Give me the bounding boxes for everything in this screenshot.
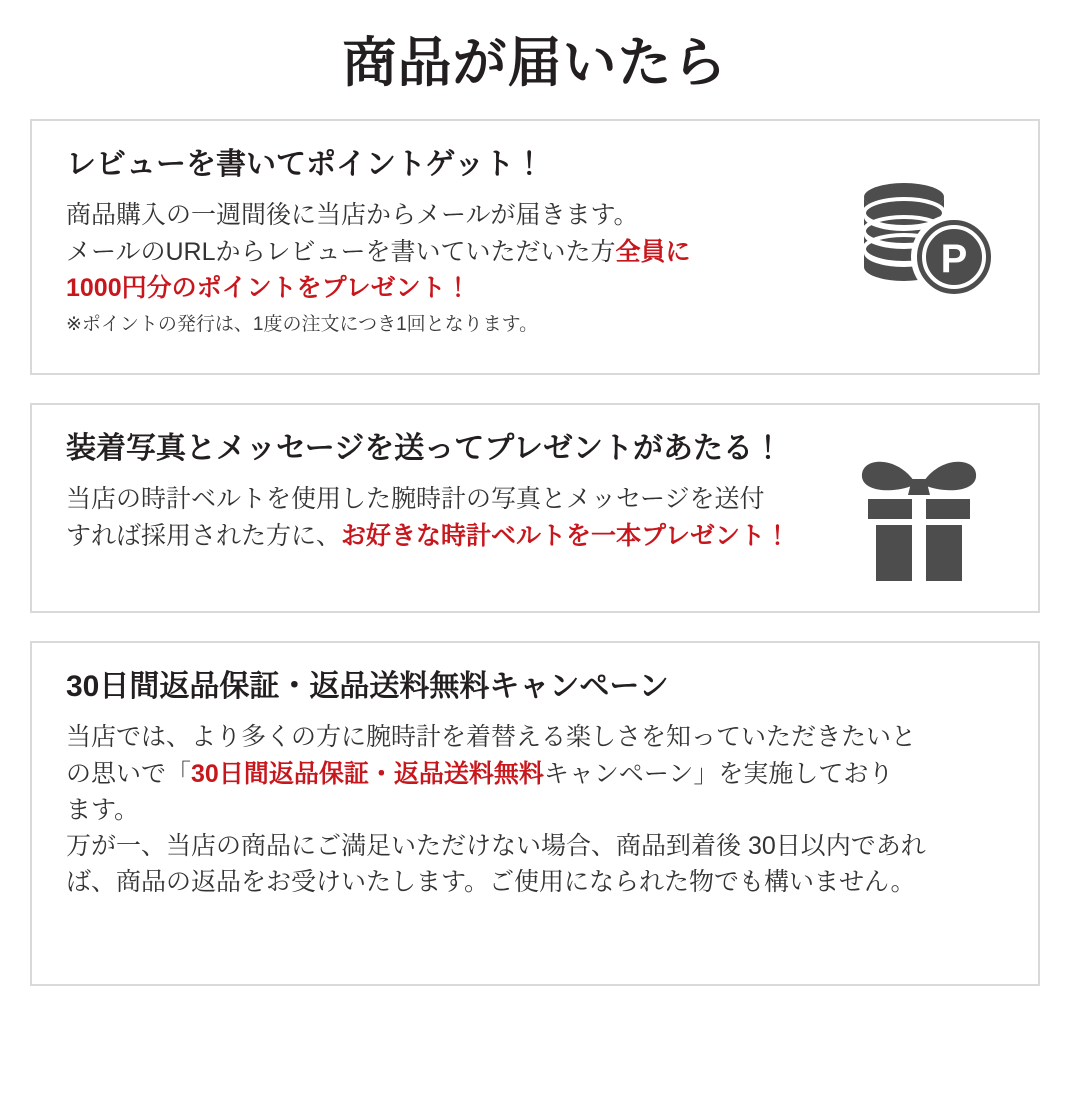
card-review-points [30,119,1040,375]
body-text-plain: メールのURLからレビューを書いていただいた方 [66,237,616,266]
body-line: 当店の時計ベルトを使用した腕時計の写真とメッセージを送付 [66,485,765,514]
card-return-guarantee-body [66,719,1004,900]
page-title: 商品が届いたら [342,33,728,93]
card-review-points-heading: レビューを書いてポイントゲット！ [66,148,545,182]
body-line: ます。 [66,795,140,824]
card-photo-message-present-body [66,481,876,554]
body-line [66,234,856,270]
body-text-plain: すれば採用された方に、 [66,521,342,550]
body-line [66,518,876,554]
coins-point-icon [846,177,996,307]
card-photo-message-present [30,403,1040,613]
svg-text:P: P [940,237,968,282]
body-text-highlight: 30日間返品保証・返品送料無料 [191,759,544,788]
body-line: 万が一、当店の商品にご満足いただけない場合、商品到着後 30日以内であれ [66,832,926,861]
gift-box-icon [844,439,994,589]
body-text-plain: の思いで「 [66,759,192,788]
card-return-guarantee-heading: 30日間返品保証・返品送料無料キャンペーン [66,670,669,704]
body-line: 当店では、より多くの方に腕時計を着替える楽しさを知っていただきたいと [66,723,917,752]
card-photo-message-present-heading: 装着写真とメッセージを送ってプレゼントがあたる！ [66,432,783,466]
card-review-points-body [66,197,856,306]
card-return-guarantee [30,641,1040,986]
body-line-highlight: 1000円分のポイントをプレゼント！ [66,273,471,302]
card-photo-message-present-text [66,431,876,554]
body-text-highlight: お好きな時計ベルトを一本プレゼント！ [341,521,791,550]
body-line [66,756,1004,792]
card-review-points-note: ※ポイントの発行は、1度の注文につき1回となります。 [66,314,539,336]
promo-page [0,34,1070,1104]
body-text-highlight: 全員に [615,237,691,266]
card-review-points-text [66,147,856,338]
body-line: 商品購入の一週間後に当店からメールが届きます。 [66,201,639,230]
body-line: ば、商品の返品をお受けいたします。ご使用になられた物でも構いません。 [66,868,916,897]
body-text-plain: キャンペーン」を実施しており [543,759,894,788]
